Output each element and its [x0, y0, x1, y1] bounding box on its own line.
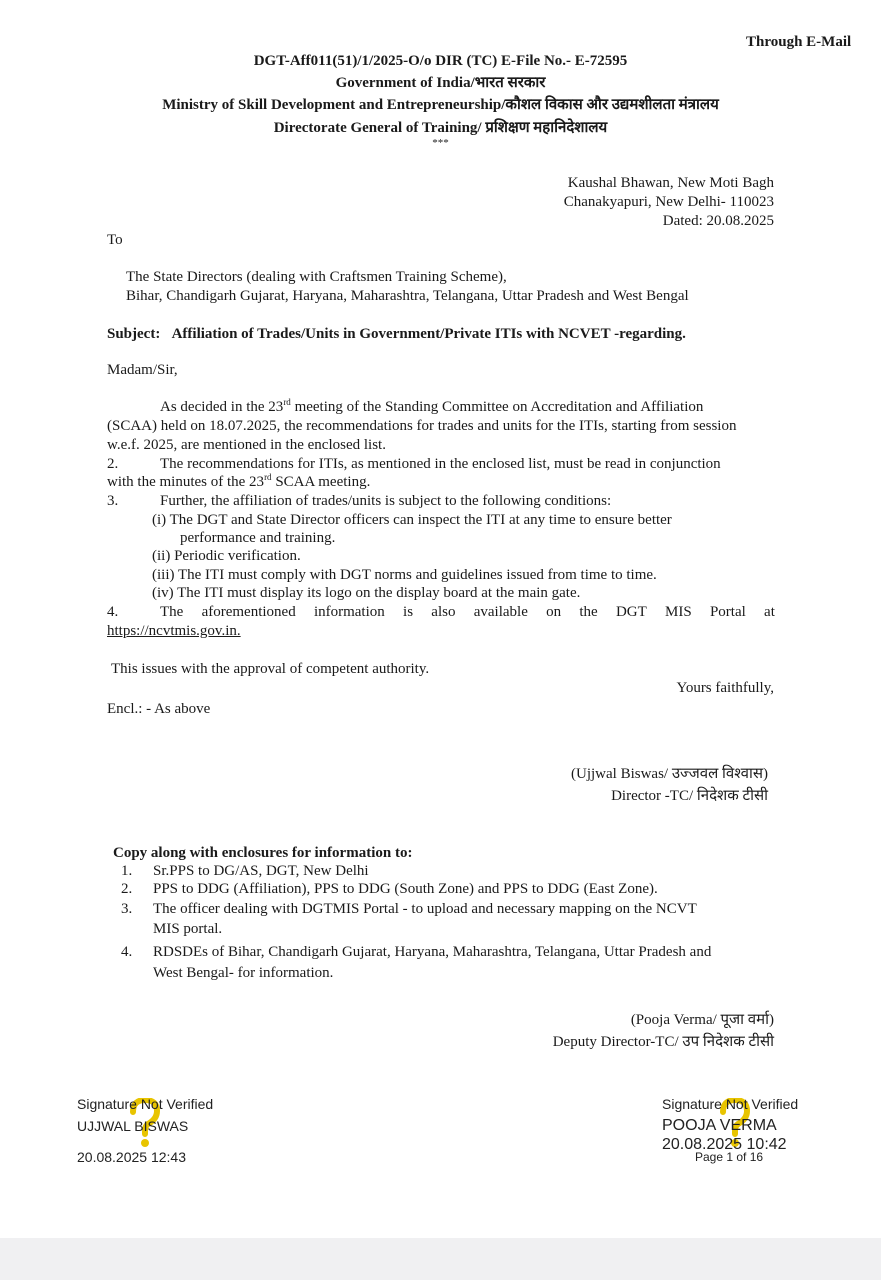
sig-left-name: UJJWAL BISWAS: [77, 1118, 189, 1134]
condition-1a: (i) The DGT and State Director officers can inspect the ITI at any time to ensure better: [152, 512, 672, 528]
address-line-1: Kaushal Bhawan, New Moti Bagh: [567, 175, 774, 191]
para1-sup: rd: [283, 397, 291, 407]
recipient-line-1: The State Directors (dealing with Craftsmen Training Scheme),: [126, 269, 507, 285]
copy-item-text: The officer dealing with DGTMIS Portal - to upload and necessary mapping on the NCVT: [153, 901, 697, 917]
viewer-bottom-bar: [0, 1238, 881, 1280]
address-line-2: Chanakyapuri, New Delhi- 110023: [563, 194, 774, 210]
approval-line: This issues with the approval of competent authority.: [111, 661, 430, 677]
copy-heading: Copy along with enclosures for information to:: [113, 845, 413, 861]
recipient-line-2: Bihar, Chandigarh Gujarat, Haryana, Maharashtra, Telangana, Uttar Pradesh and West Bengal: [126, 288, 689, 304]
date-line: Dated: 20.08.2025: [662, 213, 774, 229]
copy-item-text-cont: West Bengal- for information.: [153, 965, 334, 981]
signatory1-name: (Ujjwal Biswas/ उज्जवल विश्वास): [571, 766, 768, 782]
copy-item-text: PPS to DDG (Affiliation), PPS to DDG (South Zone) and PPS to DDG (East Zone).: [153, 881, 658, 897]
signatory2-title: Deputy Director-TC/ उप निदेशक टीसी: [552, 1034, 774, 1050]
para1-text-a: As decided in the 23: [160, 399, 284, 415]
header-separator: ***: [432, 137, 449, 149]
para3-number: 3.: [107, 493, 119, 509]
ministry-title: Ministry of Skill Development and Entrepreneurship/कौशल विकास और उद्यमशीलता मंत्रालय: [162, 97, 719, 113]
condition-2: (ii) Periodic verification.: [152, 548, 301, 564]
para4-word: Portal: [709, 604, 746, 620]
signatory1-title: Director -TC/ निदेशक टीसी: [611, 788, 768, 804]
directorate-title: Directorate General of Training/ प्रशिक्षण महानिदेशालय: [273, 120, 608, 136]
para2-line1: The recommendations for ITIs, as mentioned in the enclosed list, must be read in conjunction: [160, 456, 721, 472]
para4-line1: [160, 604, 775, 621]
para4-word: DGT: [615, 604, 647, 620]
subject-line: [107, 326, 686, 343]
para2-line2: [107, 474, 370, 491]
para2-text-a: with the minutes of the 23: [107, 474, 265, 490]
closing-line: Yours faithfully,: [676, 680, 774, 696]
copy-item-number: 2.: [121, 881, 133, 897]
para4-word: information: [313, 604, 385, 620]
sig-right-status: Signature Not Verified: [662, 1096, 799, 1112]
para1-line1: [160, 399, 703, 416]
file-number: DGT-Aff011(51)/1/2025-O/o DIR (TC) E-File No.- E-72595: [253, 53, 628, 69]
para4-number: 4.: [107, 604, 119, 620]
sig-left-datetime: 20.08.2025 12:43: [77, 1149, 186, 1165]
through-email-label: Through E-Mail: [746, 34, 852, 50]
to-label: To: [107, 232, 123, 248]
subject-label: Subject:: [107, 326, 161, 342]
ncvtmis-link[interactable]: https://ncvtmis.gov.in.: [107, 623, 241, 639]
para1-line3: w.e.f. 2025, are mentioned in the enclosed list.: [107, 437, 386, 453]
para4-word: aforementioned: [201, 604, 296, 620]
para3-line1: Further, the affiliation of trades/units is subject to the following conditions:: [160, 493, 612, 509]
para4-word: The: [160, 604, 184, 620]
para4-word: MIS: [665, 604, 692, 620]
condition-3: (iii) The ITI must comply with DGT norms and guidelines issued from time to time.: [152, 567, 657, 583]
sig-right-datetime: 20.08.2025 10:42: [662, 1136, 787, 1153]
para4-word: is: [403, 604, 414, 620]
para2-number: 2.: [107, 456, 119, 472]
para2-sup: rd: [264, 472, 272, 482]
enclosure-line: Encl.: - As above: [107, 701, 211, 717]
copy-item-number: 1.: [121, 863, 133, 879]
condition-1b: performance and training.: [180, 530, 336, 546]
para2-text-b: SCAA meeting.: [271, 474, 371, 490]
para4-word: available: [473, 604, 528, 620]
sig-left-status: Signature Not Verified: [77, 1096, 214, 1112]
para1-line2: (SCAA) held on 18.07.2025, the recommendations for trades and units for the ITIs, starting from session: [107, 418, 737, 434]
para4-word: also: [431, 604, 456, 620]
page-indicator: Page 1 of 16: [695, 1150, 764, 1164]
salutation: Madam/Sir,: [107, 362, 178, 378]
copy-item-number: 3.: [121, 901, 133, 917]
government-title: Government of India/भारत सरकार: [335, 75, 546, 91]
para4-word: on: [546, 604, 562, 620]
para4-word: at: [764, 604, 775, 620]
subject-text: Affiliation of Trades/Units in Government/Private ITIs with NCVET -regarding.: [171, 326, 686, 342]
copy-item-number: 4.: [121, 944, 133, 960]
sig-right-name: POOJA VERMA: [662, 1117, 777, 1134]
para1-text-b: meeting of the Standing Committee on Accreditation and Affiliation: [290, 399, 704, 415]
para4-word: the: [579, 604, 598, 620]
copy-item-text-cont: MIS portal.: [153, 921, 223, 937]
copy-item-text: Sr.PPS to DG/AS, DGT, New Delhi: [153, 863, 369, 879]
copy-item-text: RDSDEs of Bihar, Chandigarh Gujarat, Haryana, Maharashtra, Telangana, Uttar Pradesh and: [153, 944, 712, 960]
condition-4: (iv) The ITI must display its logo on the display board at the main gate.: [152, 585, 581, 601]
signatory2-name: (Pooja Verma/ पूजा वर्मा): [630, 1012, 774, 1028]
